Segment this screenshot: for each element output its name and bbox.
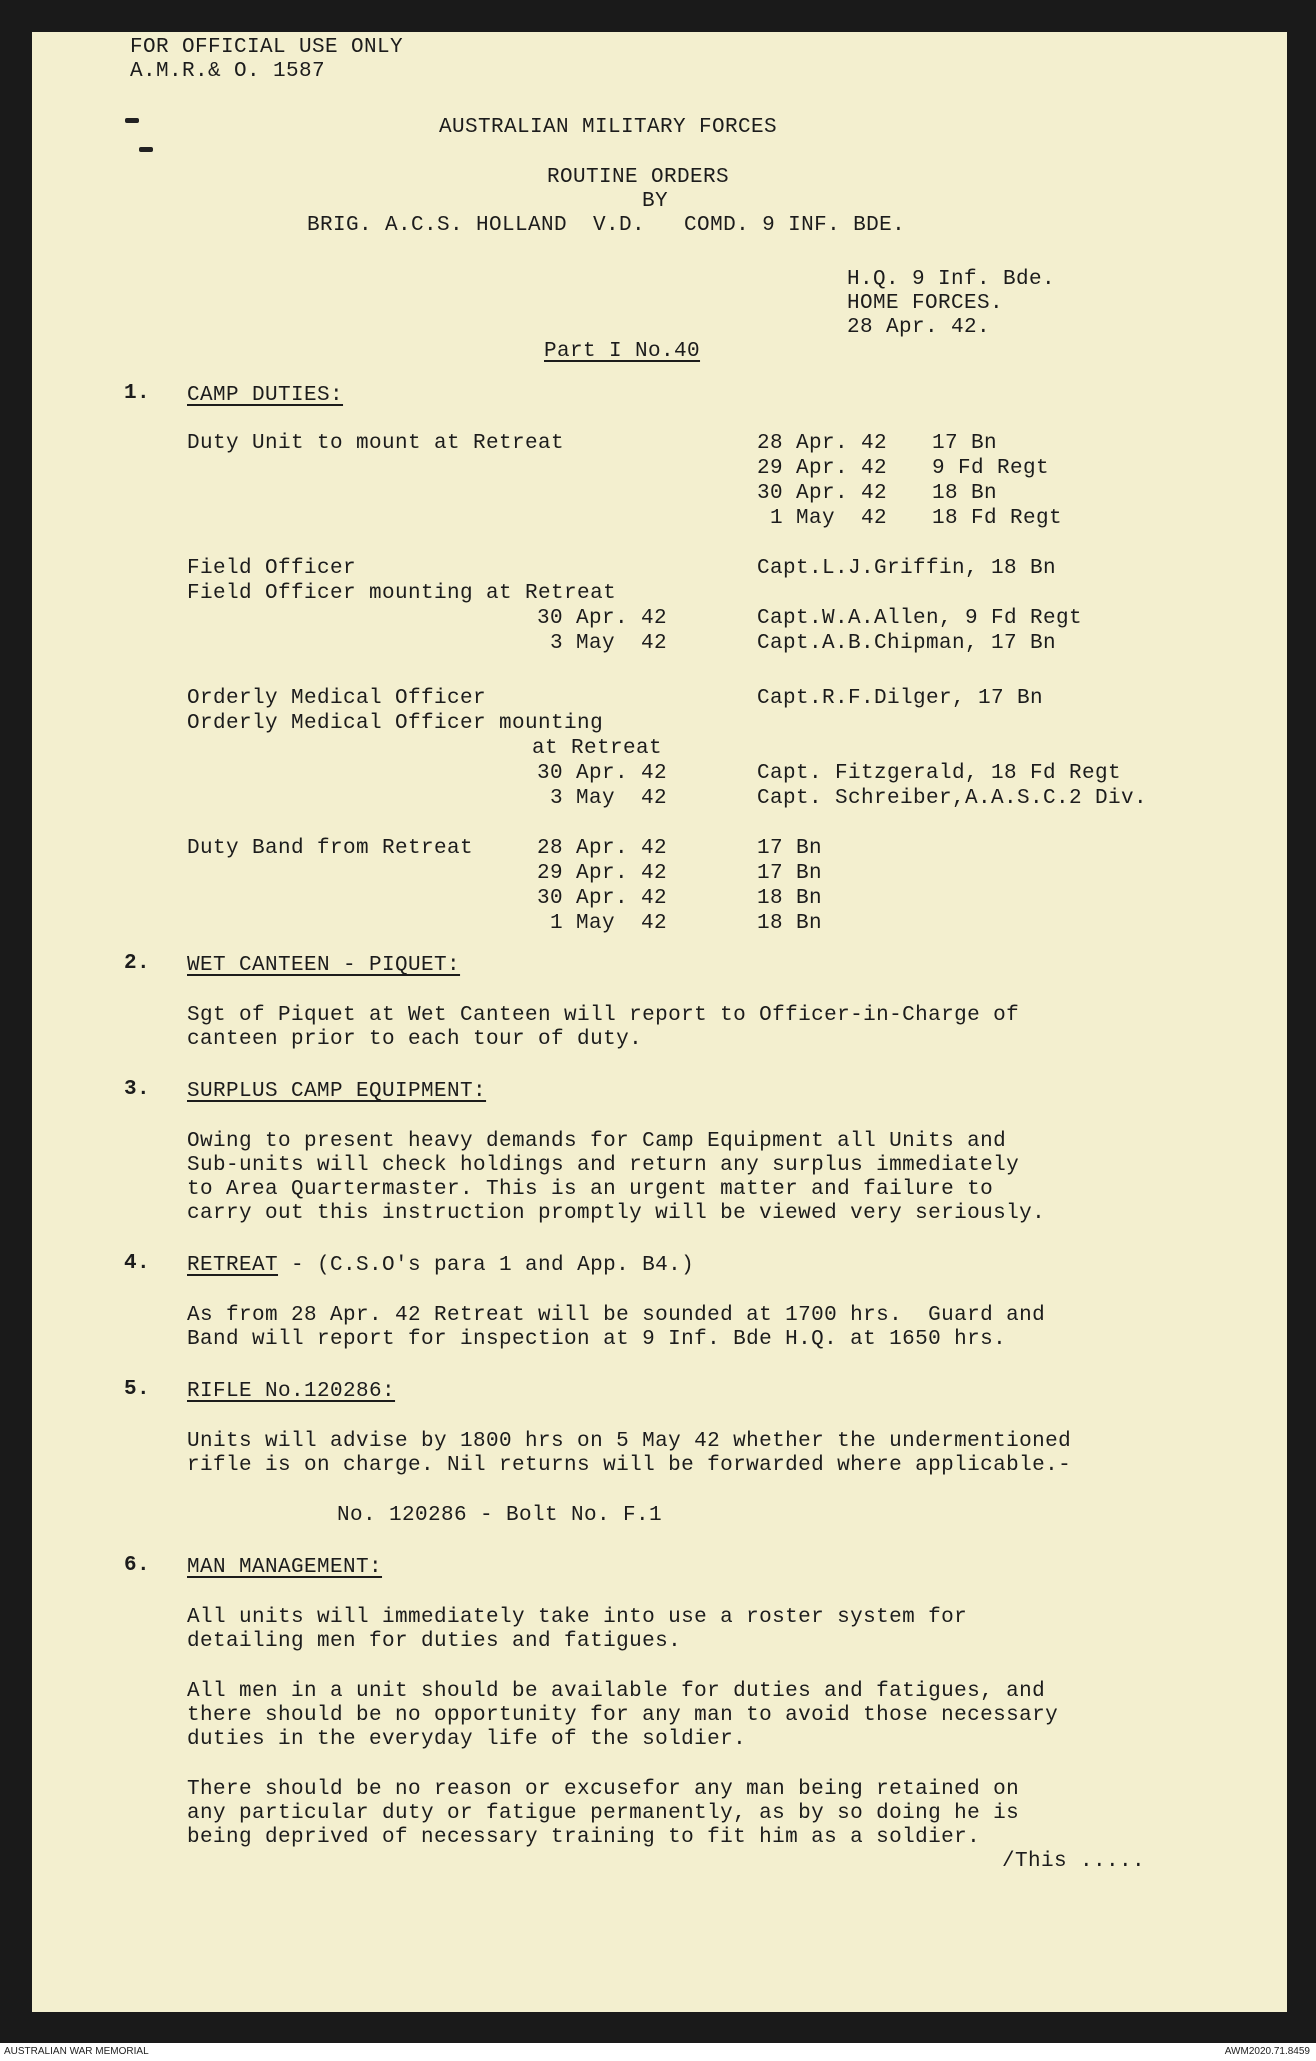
band-date: 28 Apr. 42 bbox=[537, 837, 668, 860]
duty-unit-name: 17 Bn bbox=[932, 432, 998, 455]
classification: FOR OFFICIAL USE ONLY bbox=[130, 36, 404, 59]
part-number: Part I No.40 bbox=[544, 340, 701, 363]
section-body-line: All units will immediately take into use a roster system for bbox=[187, 1606, 968, 1629]
section-title-man-management: MAN MANAGEMENT: bbox=[187, 1556, 383, 1579]
field-officer-date: 30 Apr. 42 bbox=[537, 607, 668, 630]
section-body-line: Sgt of Piquet at Wet Canteen will report to Officer-in-Charge of bbox=[187, 1004, 1020, 1027]
section-number: 5. bbox=[124, 1378, 151, 1401]
section-title-surplus-equipment: SURPLUS CAMP EQUIPMENT: bbox=[187, 1080, 487, 1103]
section-body-line: to Area Quartermaster. This is an urgent matter and failure to bbox=[187, 1178, 994, 1201]
section-body-line: duties in the everyday life of the soldier. bbox=[187, 1728, 747, 1751]
field-officer-value: Capt.L.J.Griffin, 18 Bn bbox=[757, 557, 1057, 580]
field-officer-mounting: Field Officer mounting at Retreat bbox=[187, 582, 617, 605]
section-body-line: Owing to present heavy demands for Camp Equipment all Units and bbox=[187, 1130, 1007, 1153]
location-line-2: HOME FORCES. bbox=[847, 292, 1004, 315]
section-title-retreat: RETREAT bbox=[187, 1254, 279, 1277]
duty-unit-label: Duty Unit to mount at Retreat bbox=[187, 432, 565, 455]
section-body-line: there should be no opportunity for any man to avoid those necessary bbox=[187, 1704, 1059, 1727]
omo-value: Capt.R.F.Dilger, 17 Bn bbox=[757, 687, 1044, 710]
band-unit: 17 Bn bbox=[757, 837, 823, 860]
omo-date: 3 May 42 bbox=[537, 787, 668, 810]
section-body-line: There should be no reason or excusefor any man being retained on bbox=[187, 1778, 1020, 1801]
section-number: 2. bbox=[124, 952, 151, 975]
field-officer-name: Capt.A.B.Chipman, 17 Bn bbox=[757, 632, 1057, 655]
band-date: 30 Apr. 42 bbox=[537, 887, 668, 910]
band-unit: 18 Bn bbox=[757, 887, 823, 910]
archive-footer bbox=[0, 2043, 1316, 2061]
band-date: 29 Apr. 42 bbox=[537, 862, 668, 885]
omo-mounting: Orderly Medical Officer mounting bbox=[187, 712, 604, 735]
ink-mark bbox=[125, 118, 139, 123]
omo-name: Capt. Fitzgerald, 18 Fd Regt bbox=[757, 762, 1122, 785]
omo-name: Capt. Schreiber,A.A.S.C.2 Div. bbox=[757, 787, 1148, 810]
section-number: 3. bbox=[124, 1078, 151, 1101]
section-body-line: detailing men for duties and fatigues. bbox=[187, 1630, 682, 1653]
duty-unit-name: 18 Bn bbox=[932, 482, 998, 505]
section-number: 1. bbox=[124, 382, 151, 405]
omo-date: 30 Apr. 42 bbox=[537, 762, 668, 785]
duty-unit-date: 30 Apr. 42 bbox=[757, 482, 888, 505]
section-title-retreat-row bbox=[187, 1254, 694, 1278]
section-title-rifle: RIFLE No.120286: bbox=[187, 1380, 396, 1403]
band-date: 1 May 42 bbox=[537, 912, 668, 935]
section-body-line: any particular duty or fatigue permanently, as by so doing he is bbox=[187, 1802, 1020, 1825]
issuer: BRIG. A.C.S. HOLLAND V.D. COMD. 9 INF. BDE. bbox=[307, 214, 906, 237]
duty-unit-date: 29 Apr. 42 bbox=[757, 457, 888, 480]
omo-mounting-cont: at Retreat bbox=[532, 737, 663, 760]
field-officer-name: Capt.W.A.Allen, 9 Fd Regt bbox=[757, 607, 1083, 630]
band-unit: 18 Bn bbox=[757, 912, 823, 935]
section-body-line: canteen prior to each tour of duty. bbox=[187, 1028, 643, 1051]
duty-unit-date: 28 Apr. 42 bbox=[757, 432, 888, 455]
rifle-detail: No. 120286 - Bolt No. F.1 bbox=[337, 1504, 663, 1527]
duty-unit-name: 9 Fd Regt bbox=[932, 457, 1050, 480]
section-body-line: rifle is on charge. Nil returns will be forwarded where applicable.- bbox=[187, 1454, 1072, 1477]
duty-unit-date: 1 May 42 bbox=[757, 507, 888, 530]
section-body-line: being deprived of necessary training to fit him as a soldier. bbox=[187, 1826, 981, 1849]
section-body-line: Band will report for inspection at 9 Inf. Bde H.Q. at 1650 hrs. bbox=[187, 1328, 1007, 1351]
footer-source: AUSTRALIAN WAR MEMORIAL bbox=[4, 2046, 149, 2057]
field-officer-label: Field Officer bbox=[187, 557, 357, 580]
section-body-line: Sub-units will check holdings and return any surplus immediately bbox=[187, 1154, 1020, 1177]
omo-label: Orderly Medical Officer bbox=[187, 687, 487, 710]
duty-unit-name: 18 Fd Regt bbox=[932, 507, 1063, 530]
section-body-line: As from 28 Apr. 42 Retreat will be sounded at 1700 hrs. Guard and bbox=[187, 1304, 1046, 1327]
order-date: 28 Apr. 42. bbox=[847, 316, 991, 339]
ink-mark bbox=[139, 147, 153, 152]
continuation-marker: /This ..... bbox=[1002, 1850, 1146, 1873]
footer-accession: AWM2020.71.8459 bbox=[1224, 2046, 1310, 2057]
section-body-line: All men in a unit should be available for duties and fatigues, and bbox=[187, 1680, 1046, 1703]
section-number: 6. bbox=[124, 1554, 151, 1577]
section-body-line: Units will advise by 1800 hrs on 5 May 42 whether the undermentioned bbox=[187, 1430, 1072, 1453]
document-page bbox=[32, 32, 1287, 2012]
section-title-wet-canteen: WET CANTEEN - PIQUET: bbox=[187, 954, 461, 977]
section-title-retreat-ref: - (C.S.O's para 1 and App. B4.) bbox=[278, 1254, 695, 1277]
section-title-camp-duties: CAMP DUTIES: bbox=[187, 384, 344, 407]
band-unit: 17 Bn bbox=[757, 862, 823, 885]
section-number: 4. bbox=[124, 1252, 151, 1275]
form-reference: A.M.R.& O. 1587 bbox=[130, 60, 326, 83]
section-body-line: carry out this instruction promptly will be viewed very seriously. bbox=[187, 1202, 1046, 1225]
document-type: ROUTINE ORDERS bbox=[547, 166, 730, 189]
field-officer-date: 3 May 42 bbox=[537, 632, 668, 655]
duty-band-label: Duty Band from Retreat bbox=[187, 837, 474, 860]
by-label: BY bbox=[642, 190, 669, 213]
organisation-title: AUSTRALIAN MILITARY FORCES bbox=[439, 116, 778, 139]
location-line-1: H.Q. 9 Inf. Bde. bbox=[847, 268, 1056, 291]
